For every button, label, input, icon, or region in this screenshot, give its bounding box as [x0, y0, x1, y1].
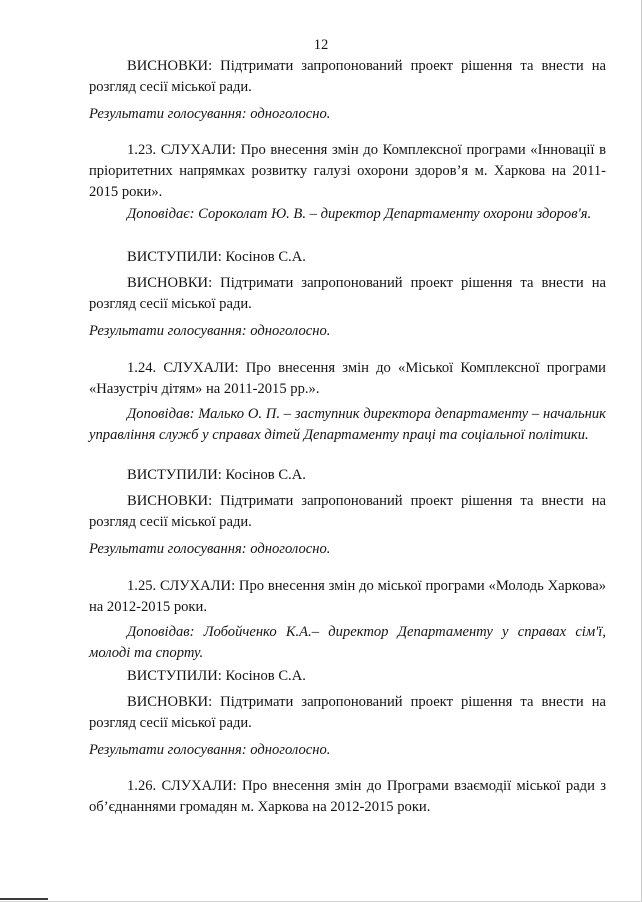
item-1-24-speakers: ВИСТУПИЛИ: Косінов С.А.: [127, 467, 306, 483]
voting-result: Результати голосування: одноголосно.: [89, 106, 331, 122]
item-1-24-voting: Результати голосування: одноголосно.: [89, 541, 331, 557]
item-1-24-speaker: Доповідав: Малько О. П. – заступник директора департаменту – начальник управління служб у справах дітей Департаменту праці та соціальної політики.: [89, 406, 606, 443]
item-1-23-heard: 1.23. СЛУХАЛИ: Про внесення змін до Комплексної програми «Інновації в пріоритетних напрямках розвитку галузі охорони здоров’я м. Харкова на 2011-2015 роки».: [89, 142, 606, 200]
item-1-24-heard: 1.24. СЛУХАЛИ: Про внесення змін до «Міської Комплексної програми «Назустріч дітям» на 2011-2015 рр.».: [89, 360, 606, 397]
conclusions-paragraph: ВИСНОВКИ: Підтримати запропонований проект рішення та внести на розгляд сесії міської ради.: [89, 58, 606, 95]
item-1-25-voting: Результати голосування: одноголосно.: [89, 742, 331, 758]
item-1-25-conclusions: ВИСНОВКИ: Підтримати запропонований проект рішення та внести на розгляд сесії міської ради.: [89, 694, 606, 731]
item-1-23-voting: Результати голосування: одноголосно.: [89, 323, 331, 339]
item-1-24-conclusions: ВИСНОВКИ: Підтримати запропонований проект рішення та внести на розгляд сесії міської ради.: [89, 493, 606, 530]
item-1-25-speakers: ВИСТУПИЛИ: Косінов С.А.: [127, 668, 306, 684]
item-1-23-speaker: Доповідає: Сороколат Ю. В. – директор Департаменту охорони здоров'я.: [127, 206, 592, 222]
item-1-26-heard: 1.26. СЛУХАЛИ: Про внесення змін до Програми взаємодії міської ради з об’єднаннями громадян м. Харкова на 2012-2015 роки.: [89, 778, 606, 815]
item-1-23-speakers: ВИСТУПИЛИ: Косінов С.А.: [127, 249, 306, 265]
item-1-25-speaker: Доповідав: Лобойченко К.А.– директор Департаменту у справах сім'ї, молоді та спорту.: [89, 624, 606, 661]
scan-corner-mark: [0, 898, 48, 900]
item-1-25-heard: 1.25. СЛУХАЛИ: Про внесення змін до міської програми «Молодь Харкова» на 2012-2015 роки.: [89, 578, 606, 615]
page-number: 12: [313, 37, 329, 53]
item-1-23-conclusions: ВИСНОВКИ: Підтримати запропонований проект рішення та внести на розгляд сесії міської ради.: [89, 275, 606, 312]
